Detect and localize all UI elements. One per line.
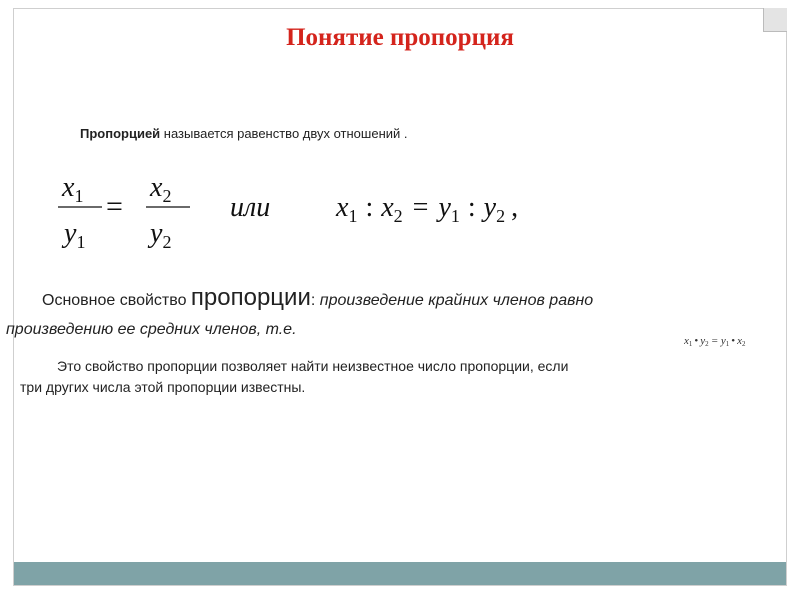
property-colon: : <box>310 292 316 309</box>
usage-line-1: Это свойство пропорции позволяет найти неизвестное число пропорции, если <box>57 358 569 374</box>
definition-text <box>80 126 408 141</box>
usage-note <box>20 356 760 398</box>
proportion-formula <box>58 172 598 252</box>
frac2-denominator: $y_2$ <box>150 218 172 252</box>
property-lead: Основное свойство <box>42 292 191 309</box>
product-equation: x1 • y2 = y1 • x2 <box>684 335 746 348</box>
main-property <box>6 283 766 344</box>
or-word: или <box>230 192 271 223</box>
property-italic-1: произведение крайних членов равно <box>315 292 594 309</box>
frac2-numerator: $x_2$ <box>150 172 172 206</box>
definition-rest: называется равенство двух отношений . <box>160 126 408 141</box>
frac1-numerator: $x_1$ <box>62 172 84 206</box>
definition-term: Пропорцией <box>80 126 161 141</box>
footer-bar <box>14 562 786 585</box>
equals-sign-1: = <box>106 190 123 223</box>
product-formula <box>684 330 776 350</box>
slide-title: Понятие пропорция <box>286 24 514 51</box>
usage-line-2: три других числа этой пропорции известны. <box>20 379 306 395</box>
frac1-denominator: $y_1$ <box>64 218 86 252</box>
property-italic-2: произведению ее средних членов, т.е. <box>6 321 297 338</box>
ratio-equation: $x_1$ : $x_2 = y_1$ : $y_2$ , <box>336 192 519 226</box>
property-big-word: пропорции <box>190 284 311 311</box>
